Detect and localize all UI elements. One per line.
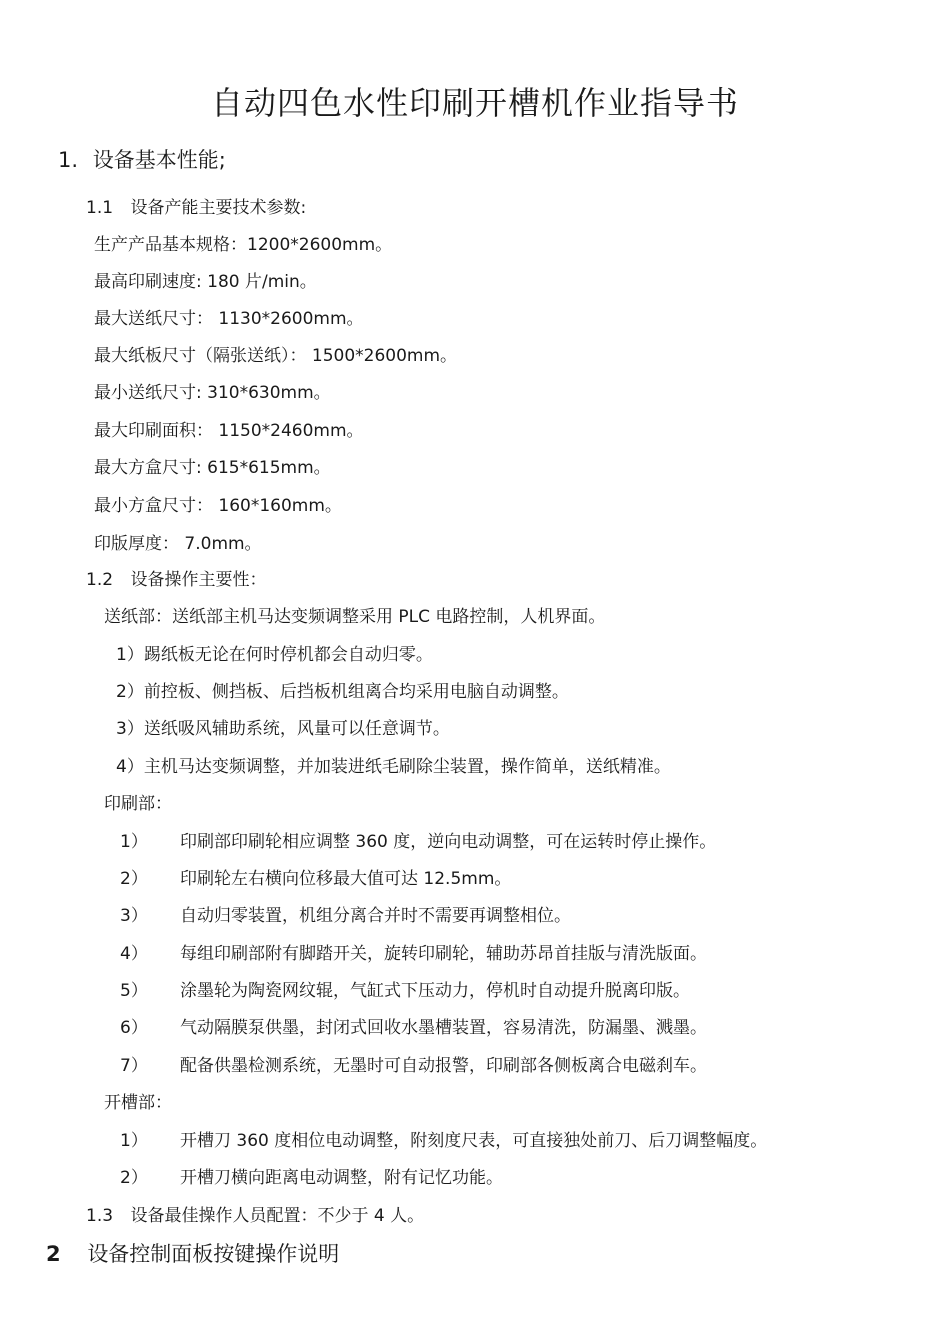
section-2-heading [46,1242,339,1266]
print-item-number: 4） [120,944,148,964]
section-1-title: 设备基本性能; [92,148,226,172]
feed-item: 2）前控板、侧挡板、后挡板机组离合均采用电脑自动调整。 [116,682,569,702]
param-line: 最高印刷速度: 180 片/min。 [94,272,317,292]
subsection-1-2-heading [86,568,266,592]
print-item-text: 印刷部印刷轮相应调整 360 度，逆向电动调整，可在运转时停止操作。 [180,832,717,852]
print-item-number: 5） [120,981,148,1001]
slot-item-number: 1） [120,1131,148,1151]
subsection-1-2-title: 设备操作主要性： [130,570,267,590]
feed-item: 3）送纸吸风辅助系统，风量可以任意调节。 [116,719,450,739]
param-line: 生产产品基本规格：1200*2600mm。 [94,235,393,255]
document-title: 自动四色水性印刷开槽机作业指导书 [210,84,739,122]
subsection-1-1-title: 设备产能主要技术参数: [130,198,307,218]
subsection-1-3-heading [86,1204,424,1228]
print-item-text: 配备供墨检测系统，无墨时可自动报警，印刷部各侧板离合电磁刹车。 [180,1056,707,1076]
section-1-number: 1. [58,148,79,172]
subsection-1-3-number: 1.3 [86,1206,114,1226]
param-line: 最大送纸尺寸： 1130*2600mm。 [94,309,364,329]
subsection-1-1-number: 1.1 [86,198,114,218]
param-line: 最大方盒尺寸: 615*615mm。 [94,458,331,478]
section-2-number: 2 [46,1242,61,1266]
print-item-text: 每组印刷部附有脚踏开关，旋转印刷轮，辅助苏昂首挂版与清洗版面。 [180,944,707,964]
print-item-text: 气动隔膜泵供墨，封闭式回收水墨槽装置，容易清洗，防漏墨、溅墨。 [180,1018,707,1038]
feed-item: 4）主机马达变频调整，并加装进纸毛刷除尘装置，操作简单，送纸精准。 [116,757,671,777]
param-line: 印版厚度： 7.0mm。 [94,534,262,554]
param-line: 最大纸板尺寸（隔张送纸）： 1500*2600mm。 [94,346,458,366]
slot-section-label: 开槽部： [104,1093,172,1113]
slot-item-text: 开槽刀 360 度相位电动调整，附刻度尺表，可直接独处前刀、后刀调整幅度。 [180,1131,768,1151]
print-item-number: 1） [120,832,148,852]
subsection-1-3-title: 设备最佳操作人员配置：不少于 4 人。 [130,1206,425,1226]
print-item-text: 印刷轮左右横向位移最大值可达 12.5mm。 [180,869,512,889]
print-item-number: 2） [120,869,148,889]
print-item-number: 3） [120,906,148,926]
subsection-1-2-number: 1.2 [86,570,114,590]
section-1-heading [58,148,226,172]
param-line: 最大印刷面积： 1150*2460mm。 [94,421,364,441]
print-section-label: 印刷部： [104,794,172,814]
slot-item-text: 开槽刀横向距离电动调整，附有记忆功能。 [180,1168,503,1188]
section-2-title: 设备控制面板按键操作说明 [87,1242,340,1266]
print-item-number: 7） [120,1056,148,1076]
print-item-number: 6） [120,1018,148,1038]
feed-section-intro: 送纸部：送纸部主机马达变频调整采用 PLC 电路控制，人机界面。 [104,607,606,627]
slot-item-number: 2） [120,1168,148,1188]
print-item-text: 涂墨轮为陶瓷网纹辊，气缸式下压动力，停机时自动提升脱离印版。 [180,981,690,1001]
param-line: 最小送纸尺寸: 310*630mm。 [94,383,331,403]
param-line: 最小方盒尺寸： 160*160mm。 [94,496,342,516]
print-item-text: 自动归零装置，机组分离合并时不需要再调整相位。 [180,906,571,926]
feed-item: 1）踢纸板无论在何时停机都会自动归零。 [116,645,433,665]
subsection-1-1-heading [86,196,306,220]
